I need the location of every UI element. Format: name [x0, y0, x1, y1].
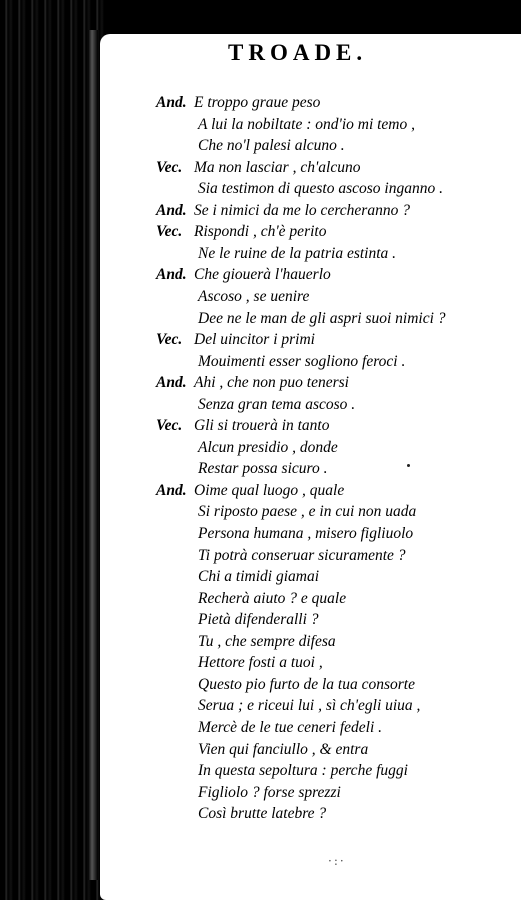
verse-line: Gli si trouerà in tanto	[194, 417, 330, 435]
verse-line: Serua ; e riceui lui , sì ch'egli uiua ,	[198, 697, 421, 715]
running-head: TROADE.	[228, 40, 368, 65]
verse-line: E troppo graue peso	[194, 94, 321, 111]
verse-line: Ne le ruine de la patria estinta .	[198, 244, 397, 262]
verse-line: Dee ne le man de gli aspri suoi nimici ?	[198, 309, 446, 327]
speaker-label: And.	[156, 94, 187, 111]
verse-line: Persona humana , misero figliuolo	[198, 525, 414, 542]
page-stack-edge	[88, 30, 98, 880]
verse-line: Rispondi , ch'è perito	[194, 223, 327, 241]
verse-line: Vien qui fanciullo , & entra	[198, 740, 369, 758]
speaker-label: Vec.	[156, 158, 183, 176]
verse-line: Ahi , che non puo tenersi	[194, 374, 349, 392]
verse-line: Che no'l palesi alcuno .	[198, 137, 345, 155]
speaker-label: And.	[156, 374, 187, 392]
verse-line: Oime qual luogo , quale	[194, 481, 345, 499]
verse-line: Recherà aiuto ? e quale	[198, 589, 347, 607]
verse-line: Mouimenti esser sogliono feroci .	[198, 352, 406, 370]
verse-line: Mercè de le tue ceneri fedeli .	[198, 718, 383, 736]
verse-line: Ma non lasciar , ch'alcuno	[194, 158, 361, 176]
book-page	[100, 34, 521, 900]
verse-line: Hettore fosti a tuoi ,	[198, 654, 323, 672]
verse-line: Senza gran tema ascoso .	[198, 395, 356, 413]
bleed-through-mark: ·:·	[328, 854, 346, 868]
verse-line: Ti potrà conseruar sicuramente ?	[198, 546, 406, 564]
verse-line: Restar possa sicuro .	[198, 460, 328, 478]
speaker-label: And.	[156, 266, 187, 284]
verse-line: Se i nimici da me lo cercheranno ?	[194, 201, 410, 219]
verse-line: Ascoso , se uenire	[198, 287, 310, 305]
verse-line: Figliolo ? forse sprezzi	[198, 783, 341, 801]
speaker-label: And.	[156, 201, 187, 219]
ink-speck	[407, 464, 410, 467]
verse-line: Si riposto paese , e in cui non uada	[198, 503, 417, 521]
verse-line: Pietà difenderalli ?	[198, 611, 319, 629]
verse-line: Del uincitor i primi	[194, 331, 315, 349]
speaker-label: Vec.	[156, 223, 183, 241]
verse-line: Tu , che sempre difesa	[198, 632, 336, 650]
verse-line: Così brutte latebre ?	[198, 805, 327, 823]
verse-line: In questa sepoltura : perche fuggi	[198, 762, 408, 780]
verse-line: Chi a timidi giamai	[198, 568, 319, 586]
verse-line: Questo pio furto de la tua consorte	[198, 675, 415, 693]
verse-line: Che giouerà l'hauerlo	[194, 266, 331, 284]
speaker-label: Vec.	[156, 417, 183, 435]
speaker-label: And.	[156, 481, 187, 499]
verse-line: Alcun presidio , donde	[198, 438, 338, 456]
verse-line: Sia testimon di questo ascoso inganno .	[198, 180, 443, 198]
speaker-label: Vec.	[156, 331, 183, 349]
verse-line: A lui la nobiltate : ond'io mi temo ,	[198, 115, 415, 133]
